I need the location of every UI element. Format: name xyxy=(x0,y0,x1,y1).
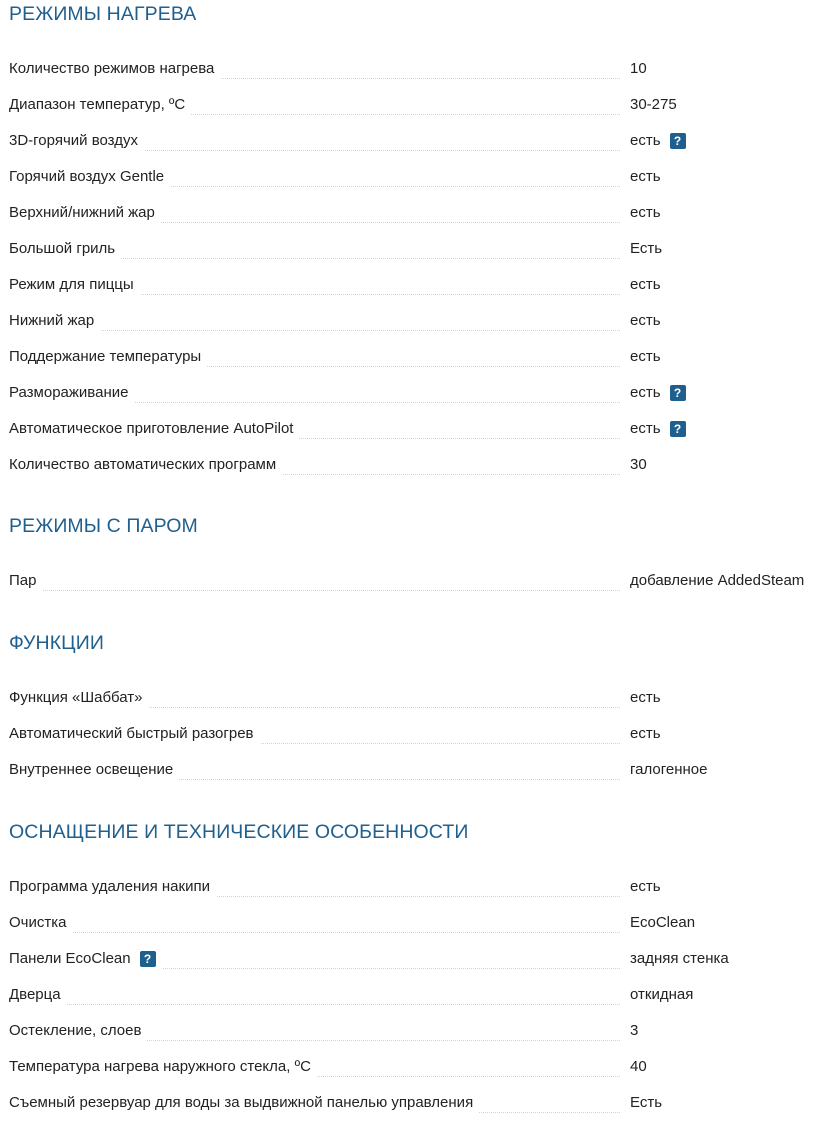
spec-value: есть xyxy=(630,276,661,293)
section-functions xyxy=(9,631,822,788)
spec-row xyxy=(9,977,822,1013)
spec-row xyxy=(9,447,822,483)
spec-label: Съемный резервуар для воды за выдвижной панелью управления xyxy=(9,1085,479,1121)
spec-label: 3D-горячий воздух xyxy=(9,123,144,159)
help-icon[interactable]: ? xyxy=(670,421,686,437)
spec-list xyxy=(9,680,822,788)
spec-row xyxy=(9,339,822,375)
dotted-leader xyxy=(9,330,620,331)
dotted-leader xyxy=(9,590,620,591)
spec-label: Автоматическое приготовление AutoPilot xyxy=(9,411,299,447)
spec-row xyxy=(9,87,822,123)
spec-label: Внутреннее освещение xyxy=(9,752,179,788)
spec-row xyxy=(9,303,822,339)
spec-label: Поддержание температуры xyxy=(9,339,207,375)
spec-row xyxy=(9,1049,822,1085)
spec-value: задняя стенка xyxy=(630,950,729,967)
spec-label: Количество автоматических программ xyxy=(9,447,282,483)
spec-row xyxy=(9,941,822,977)
spec-list xyxy=(9,563,822,599)
spec-label: Автоматический быстрый разогрев xyxy=(9,716,260,752)
spec-row xyxy=(9,680,822,716)
spec-row xyxy=(9,231,822,267)
dotted-leader xyxy=(9,932,620,933)
spec-list xyxy=(9,51,822,483)
spec-value: галогенное xyxy=(630,761,708,778)
section-steam-modes xyxy=(9,514,822,599)
spec-row xyxy=(9,159,822,195)
section-title: РЕЖИМЫ НАГРЕВА xyxy=(9,3,197,25)
spec-row xyxy=(9,267,822,303)
spec-value: есть xyxy=(630,312,661,329)
spec-label: Большой гриль xyxy=(9,231,121,267)
spec-value: 30-275 xyxy=(630,96,677,113)
spec-label: Температура нагрева наружного стекла, ºC xyxy=(9,1049,317,1085)
section-title: ОСНАЩЕНИЕ И ТЕХНИЧЕСКИЕ ОСОБЕННОСТИ xyxy=(9,821,469,843)
spec-value: есть xyxy=(630,725,661,742)
spec-row xyxy=(9,869,822,905)
spec-label: Верхний/нижний жар xyxy=(9,195,161,231)
spec-value: Есть xyxy=(630,240,663,257)
spec-value: есть xyxy=(630,689,661,706)
spec-value: 3 xyxy=(630,1022,639,1039)
spec-value: Есть xyxy=(630,1094,663,1111)
spec-row xyxy=(9,375,822,411)
spec-label: Дверца xyxy=(9,977,67,1013)
spec-row xyxy=(9,752,822,788)
spec-label: Диапазон температур, ºC xyxy=(9,87,191,123)
spec-value: есть xyxy=(630,878,661,895)
spec-label: Функция «Шаббат» xyxy=(9,680,149,716)
spec-label: Режим для пиццы xyxy=(9,267,140,303)
help-icon[interactable]: ? xyxy=(670,385,686,401)
spec-row xyxy=(9,195,822,231)
spec-value: есть xyxy=(630,168,661,185)
spec-value: 40 xyxy=(630,1058,647,1075)
spec-value: есть ? xyxy=(630,411,686,447)
spec-label: Количество режимов нагрева xyxy=(9,51,220,87)
spec-value: EcoClean xyxy=(630,914,696,931)
spec-label: Очистка xyxy=(9,905,72,941)
spec-label: Панели EcoClean ? xyxy=(9,941,162,977)
spec-value: 30 xyxy=(630,456,647,473)
spec-row xyxy=(9,716,822,752)
spec-value: откидная xyxy=(630,986,694,1003)
spec-row xyxy=(9,905,822,941)
spec-value: есть xyxy=(630,348,661,365)
spec-value: есть ? xyxy=(630,375,686,411)
spec-label: Размораживание xyxy=(9,375,134,411)
spec-row xyxy=(9,411,822,447)
spec-label: Горячий воздух Gentle xyxy=(9,159,170,195)
spec-label: Остекление, слоев xyxy=(9,1013,147,1049)
spec-value: 10 xyxy=(630,60,647,77)
spec-label: Пар xyxy=(9,563,42,599)
help-icon[interactable]: ? xyxy=(670,133,686,149)
spec-value: есть xyxy=(630,204,661,221)
spec-row xyxy=(9,1013,822,1049)
section-title: РЕЖИМЫ С ПАРОМ xyxy=(9,515,198,537)
spec-list xyxy=(9,869,822,1121)
help-icon[interactable]: ? xyxy=(140,951,156,967)
spec-value: добавление AddedSteam xyxy=(630,572,805,589)
spec-row xyxy=(9,51,822,87)
spec-label: Программа удаления накипи xyxy=(9,869,216,905)
section-heating-modes xyxy=(9,2,822,483)
spec-row xyxy=(9,123,822,159)
spec-row xyxy=(9,1085,822,1121)
spec-row xyxy=(9,563,822,599)
section-equipment-features xyxy=(9,820,822,1121)
spec-label: Нижний жар xyxy=(9,303,100,339)
dotted-leader xyxy=(9,1004,620,1005)
spec-value: есть ? xyxy=(630,123,686,159)
section-title: ФУНКЦИИ xyxy=(9,632,104,654)
